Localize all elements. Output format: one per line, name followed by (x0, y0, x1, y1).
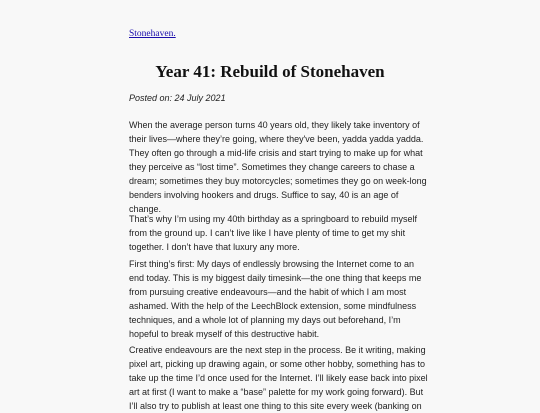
post-paragraph (129, 257, 422, 341)
post-paragraph (129, 118, 427, 216)
paragraph-line: they perceive as “lost time”. Sometimes they change careers to chase a (129, 162, 415, 172)
paragraph-line: They often go through a mid-life crisis and start trying to make up for what (129, 148, 423, 158)
paragraph-line: Creative endeavours are the next step in the process. Be it writing, making (129, 345, 426, 355)
paragraph-line: When the average person turns 40 years old, they likely take inventory of (129, 120, 420, 130)
paragraph-line: ashamed. With the help of the LeechBlock extension, some mindfulness (129, 301, 417, 311)
paragraph-line: benders involving hookers and drugs. Suffice to say, 40 is an age of (129, 190, 399, 200)
paragraph-line: dream; sometimes they buy motorcycles; sometimes they go on week-long (129, 176, 427, 186)
paragraph-line: from pursuing creative endeavours—and the habit of which I am most (129, 287, 407, 297)
paragraph-line: I’ll also try to publish at least one thing to this site every week (banking on (129, 401, 422, 411)
paragraph-line: hopeful to break myself of this destructive habit. (129, 329, 320, 339)
post-paragraph (129, 212, 419, 254)
paragraph-line: from the ground up. I can’t live like I have plenty of time to get my shit (129, 228, 406, 238)
paragraph-line: end today. This is my biggest daily timesink—the one thing that keeps me (129, 273, 422, 283)
post-paragraph (129, 343, 428, 413)
paragraph-line: That’s why I’m using my 40th birthday as a springboard to rebuild myself (129, 214, 417, 224)
paragraph-line: techniques, and a whole lot of planning my days out beforehand, I’m (129, 315, 401, 325)
paragraph-line: their lives—where they’re going, where they've been, yadda yadda yadda. (129, 134, 424, 144)
paragraph-line: art at first (I want to make a “base” palette for my work going forward). But (129, 387, 424, 397)
site-home-link[interactable]: Stonehaven. (129, 29, 176, 39)
paragraph-line: First thing’s first: My days of endlessly browsing the Internet come to an (129, 259, 414, 269)
paragraph-line: pixel art, picking up drawing again, or some other hobby, something has to (129, 359, 426, 369)
post-date: Posted on: 24 July 2021 (129, 93, 226, 103)
paragraph-line: together. I don’t have that luxury any more. (129, 242, 300, 252)
paragraph-line: take up the time I’d once used for the Internet. I’ll likely ease back into pixel (129, 373, 428, 383)
post-title: Year 41: Rebuild of Stonehaven (155, 62, 385, 81)
paragraph-line: change. (129, 204, 162, 214)
